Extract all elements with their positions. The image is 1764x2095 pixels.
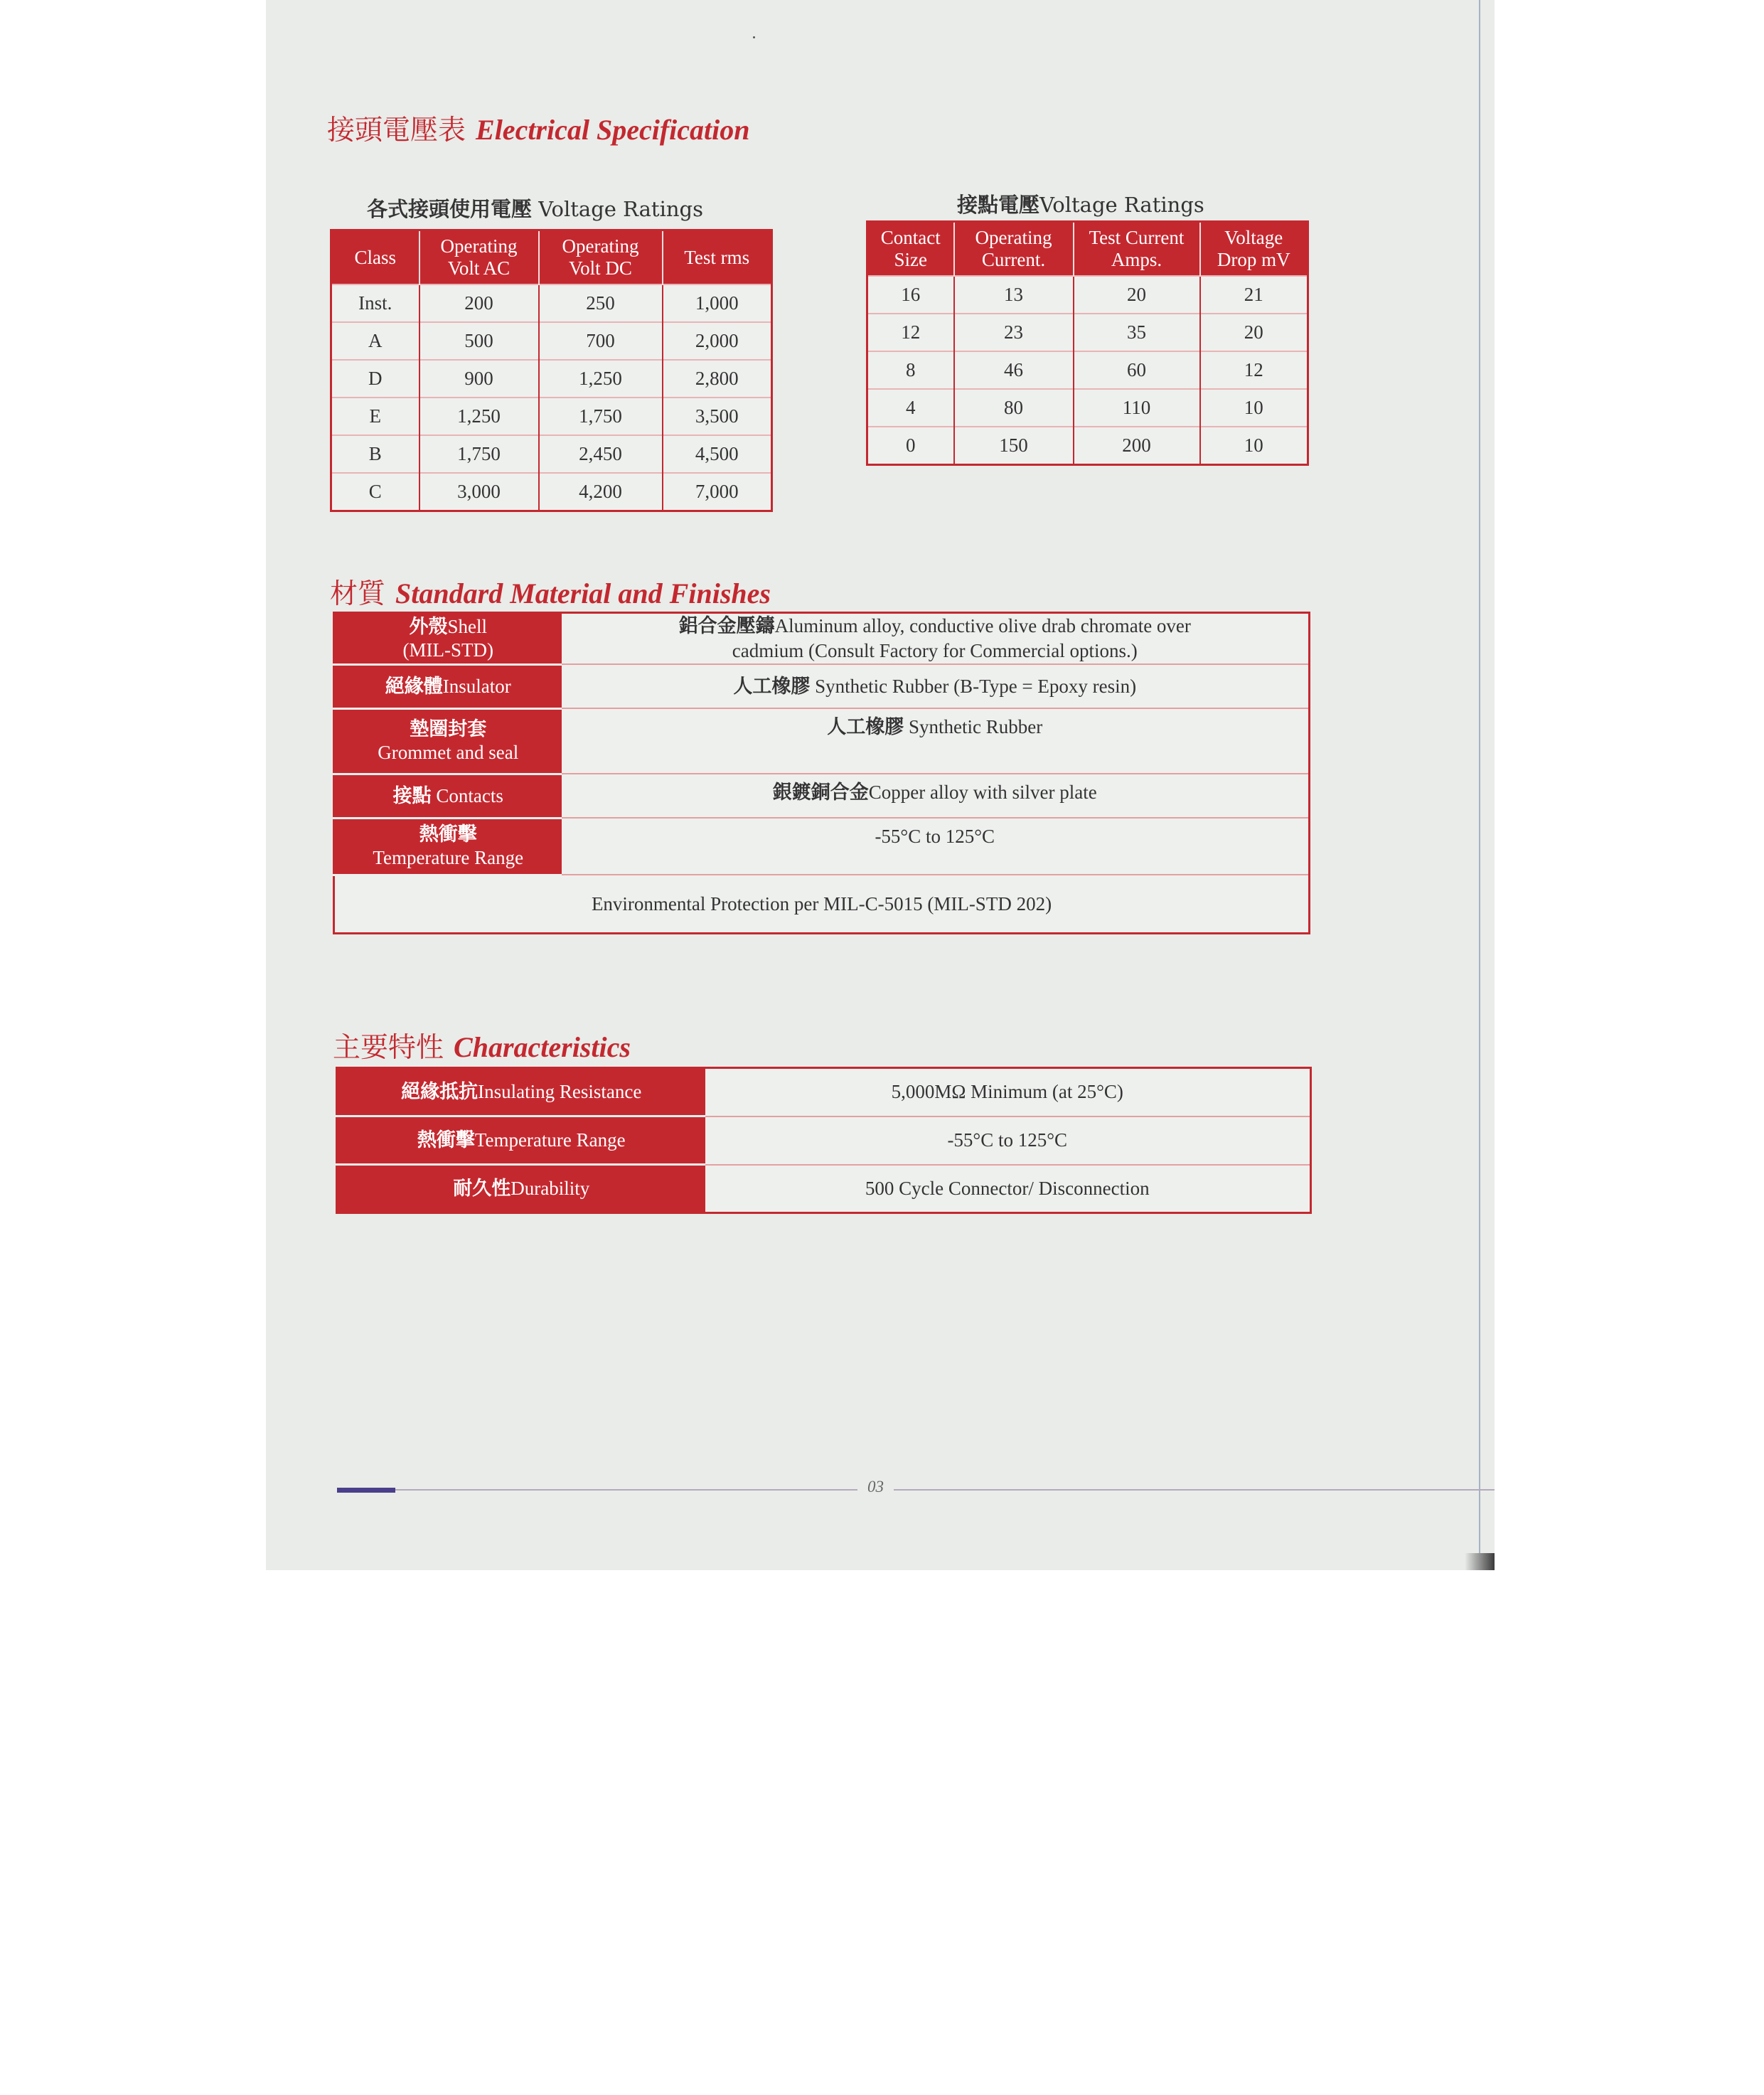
material-row	[334, 774, 1310, 818]
table-cell: 60	[1074, 351, 1200, 389]
column-header: Test Current Amps.	[1074, 222, 1200, 277]
table-cell: 12	[1200, 351, 1308, 389]
table-cell: 1,250	[539, 360, 663, 398]
characteristics-heading-en: Characteristics	[454, 1031, 631, 1063]
characteristic-label-en: Insulating Resistance	[478, 1081, 642, 1102]
material-label-sub: Grommet and seal	[378, 742, 519, 763]
table-cell: 16	[867, 276, 954, 314]
table-cell: 2,450	[539, 435, 663, 473]
material-value	[562, 774, 1310, 818]
electrical-heading-zh: 接頭電壓表	[327, 114, 466, 146]
characteristic-label	[337, 1068, 705, 1116]
electrical-heading	[327, 108, 750, 148]
table-cell: 10	[1200, 389, 1308, 427]
table-header-row	[867, 222, 1308, 277]
table-cell: 4,200	[539, 473, 663, 511]
column-header: Class	[331, 230, 419, 285]
class-voltage-table	[330, 229, 773, 512]
characteristics-heading	[333, 1025, 631, 1065]
class-table-caption-zh: 各式接頭使用電壓	[367, 197, 533, 221]
material-value	[562, 613, 1310, 665]
table-row	[331, 435, 772, 473]
material-value-en: Synthetic Rubber (B-Type = Epoxy resin)	[810, 675, 1137, 697]
material-label	[334, 774, 562, 818]
material-label-en: Contacts	[431, 784, 503, 806]
footer-accent-bar	[337, 1488, 395, 1493]
column-header: Operating Volt DC	[539, 230, 663, 285]
contact-table-caption	[957, 189, 1204, 218]
table-cell: 46	[954, 351, 1074, 389]
material-label-en: Insulator	[442, 675, 511, 697]
table-cell: 21	[1200, 276, 1308, 314]
page-number: 03	[857, 1478, 894, 1496]
table-cell: 200	[419, 284, 539, 322]
table-row	[867, 276, 1308, 314]
table-cell: 80	[954, 389, 1074, 427]
table-row	[331, 473, 772, 511]
material-value-zh: 鋁合金壓鑄	[678, 615, 775, 637]
table-cell: 3,500	[663, 398, 772, 435]
contact-table-caption-en: Voltage Ratings	[1039, 193, 1204, 217]
table-cell: 10	[1200, 427, 1308, 464]
material-value	[562, 818, 1310, 875]
material-value-zh: 人工橡膠	[733, 675, 811, 698]
table-cell: 1,750	[539, 398, 663, 435]
table-cell: 500	[419, 322, 539, 360]
table-row	[867, 314, 1308, 351]
table-row	[867, 351, 1308, 389]
table-cell: 4	[867, 389, 954, 427]
characteristic-label	[337, 1165, 705, 1213]
table-cell: 4,500	[663, 435, 772, 473]
characteristic-row	[337, 1165, 1311, 1213]
material-label-zh: 墊圈封套	[410, 718, 487, 740]
characteristic-row	[337, 1068, 1311, 1116]
material-value-en: -55°C to 125°C	[875, 826, 995, 847]
table-cell: 2,800	[663, 360, 772, 398]
material-row	[334, 613, 1310, 665]
characteristic-label-zh: 絕緣抵抗	[401, 1081, 479, 1103]
column-header: Voltage Drop mV	[1200, 222, 1308, 277]
material-value-zh: 銀鍍銅合金	[772, 782, 869, 804]
material-label	[334, 818, 562, 875]
table-cell: 200	[1074, 427, 1200, 464]
material-label	[334, 664, 562, 708]
material-value	[562, 664, 1310, 708]
page-spine-edge	[1479, 0, 1480, 1570]
material-label-zh: 外殼	[409, 615, 448, 638]
footer-rule	[337, 1489, 1495, 1491]
table-row	[331, 322, 772, 360]
table-cell: A	[331, 322, 419, 360]
material-label-sub: Temperature Range	[373, 847, 524, 868]
material-row	[334, 708, 1310, 774]
class-table-caption-en: Voltage Ratings	[538, 197, 703, 221]
class-table-caption	[367, 193, 703, 223]
table-cell: Inst.	[331, 284, 419, 322]
table-cell: 150	[954, 427, 1074, 464]
column-header: Contact Size	[867, 222, 954, 277]
table-cell: 110	[1074, 389, 1200, 427]
material-value-en: Synthetic Rubber	[904, 716, 1043, 737]
table-cell: D	[331, 360, 419, 398]
material-row	[334, 818, 1310, 875]
characteristic-label-zh: 耐久性	[453, 1178, 511, 1200]
materials-table	[333, 612, 1310, 934]
table-cell: 250	[539, 284, 663, 322]
material-value-zh: 人工橡膠	[827, 716, 904, 738]
characteristic-label	[337, 1116, 705, 1165]
material-value	[562, 708, 1310, 774]
table-cell: 1,750	[419, 435, 539, 473]
material-row	[334, 664, 1310, 708]
materials-heading-en: Standard Material and Finishes	[395, 577, 771, 609]
table-cell: 35	[1074, 314, 1200, 351]
material-label-sub: (MIL-STD)	[402, 639, 493, 661]
characteristic-label-zh: 熱衝擊	[417, 1129, 475, 1151]
characteristics-heading-zh: 主要特性	[333, 1032, 444, 1064]
table-cell: B	[331, 435, 419, 473]
table-cell: 13	[954, 276, 1074, 314]
environmental-note: Environmental Protection per MIL-C-5015 (MIL-STD 202)	[334, 875, 1310, 933]
table-cell: C	[331, 473, 419, 511]
material-footer-row	[334, 875, 1310, 933]
material-label-en: Shell	[447, 615, 487, 637]
table-cell: 12	[867, 314, 954, 351]
contact-table-caption-zh: 接點電壓	[957, 193, 1040, 217]
materials-heading-zh: 材質	[330, 578, 386, 610]
material-label-zh: 絕緣體	[385, 675, 443, 698]
table-cell: 7,000	[663, 473, 772, 511]
table-row	[867, 389, 1308, 427]
material-label-zh: 熱衝擊	[419, 823, 477, 846]
characteristic-label-en: Durability	[511, 1178, 590, 1199]
characteristic-label-en: Temperature Range	[474, 1129, 626, 1151]
table-header-row	[331, 230, 772, 285]
material-value-en: Copper alloy with silver plate	[868, 782, 1097, 803]
material-label	[334, 708, 562, 774]
table-cell: 8	[867, 351, 954, 389]
table-row	[331, 360, 772, 398]
table-cell: 20	[1200, 314, 1308, 351]
characteristic-row	[337, 1116, 1311, 1165]
characteristic-value: 500 Cycle Connector/ Disconnection	[865, 1177, 1150, 1199]
column-header: Test rms	[663, 230, 772, 285]
electrical-heading-en: Electrical Specification	[476, 114, 750, 146]
characteristic-value: -55°C to 125°C	[705, 1116, 1311, 1165]
table-cell: 900	[419, 360, 539, 398]
material-label-zh: 接點	[392, 784, 432, 807]
table-cell: 1,250	[419, 398, 539, 435]
characteristics-table	[336, 1067, 1312, 1214]
table-row	[331, 284, 772, 322]
table-cell: 20	[1074, 276, 1200, 314]
table-cell: 1,000	[663, 284, 772, 322]
contact-voltage-table	[866, 220, 1309, 466]
column-header: Operating Volt AC	[419, 230, 539, 285]
characteristic-value: 5,000MΩ Minimum (at 25°C)	[705, 1068, 1311, 1116]
column-header: Operating Current.	[954, 222, 1074, 277]
table-cell: 0	[867, 427, 954, 464]
table-row	[867, 427, 1308, 464]
table-cell: 700	[539, 322, 663, 360]
page-corner-shadow	[1465, 1553, 1495, 1570]
table-cell: E	[331, 398, 419, 435]
table-cell: 3,000	[419, 473, 539, 511]
materials-heading	[330, 572, 771, 612]
table-row	[331, 398, 772, 435]
table-cell: 2,000	[663, 322, 772, 360]
material-value-en: Aluminum alloy, conductive olive drab chromate over cadmium (Consult Factory for Commercial options.)	[732, 615, 1191, 661]
material-label	[334, 613, 562, 665]
scan-speck	[753, 36, 755, 38]
table-cell: 23	[954, 314, 1074, 351]
